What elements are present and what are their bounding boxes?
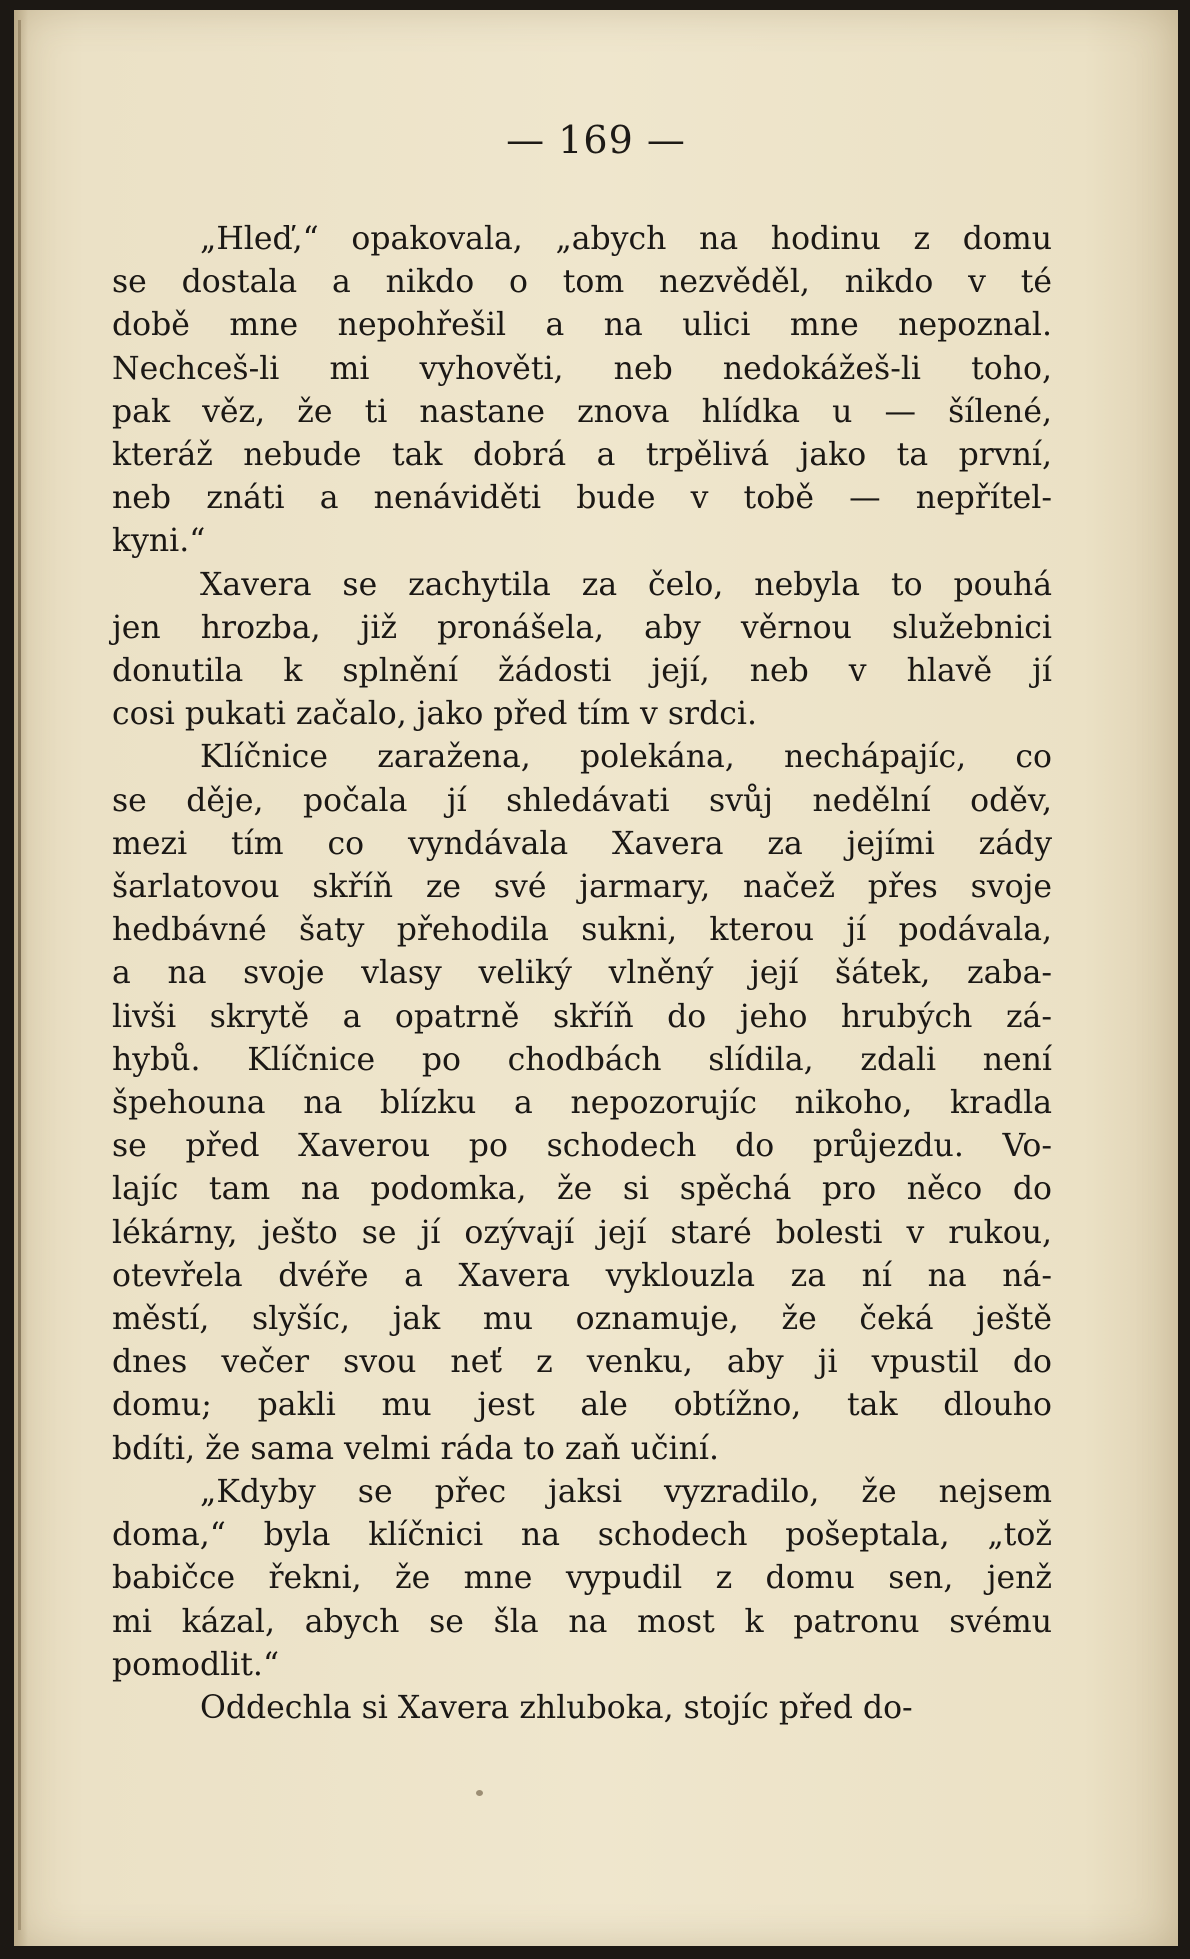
paragraph (112, 1687, 1052, 1730)
text-line: livši skrytě a opatrně skříň do jeho hrubých zá- (112, 998, 1052, 1035)
text-line: kteráž nebude tak dobrá a trpělivá jako ta první, (112, 437, 1052, 474)
text-line: lajíc tam na podomka, že si spěchá pro něco do (112, 1171, 1052, 1208)
text-line: hedbávné šaty přehodila sukni, kterou jí podávala, (112, 912, 1052, 949)
text-line: hybů. Klíčnice po chodbách slídila, zdali není (112, 1041, 1052, 1078)
text-line: se děje, počala jí shledávati svůj nedělní oděv, (112, 782, 1052, 819)
text-line: domu; pakli mu jest ale obtížno, tak dlouho (112, 1387, 1052, 1424)
page-number: — 169 — (506, 118, 686, 162)
page-binding-shadow (14, 10, 28, 1946)
text-line: neb znáti a nenáviděti bude v tobě — nepřítel- (112, 480, 1052, 517)
text-line: pak věz, že ti nastane znova hlídka u — šílené, (112, 393, 1052, 430)
paragraph (112, 218, 1052, 564)
text-line: a na svoje vlasy veliký vlněný její šátek, zaba- (112, 955, 1052, 992)
text-line: otevřela dvéře a Xavera vyklouzla za ní na ná- (112, 1257, 1052, 1294)
text-line: Oddechla si Xavera zhluboka, stojíc před do- (200, 1689, 913, 1726)
text-line: „Hleď,“ opakovala, „abych na hodinu z domu (200, 221, 1052, 257)
text-line: se před Xaverou po schodech do průjezdu. Vo- (112, 1128, 1052, 1165)
paragraph (112, 736, 1052, 1470)
text-line: cosi pukati začalo, jako před tím v srdci. (112, 696, 757, 733)
text-line: Nechceš-li mi vyhověti, neb nedokážeš-li toho, (112, 350, 1052, 387)
text-line: jen hrozba, již pronášela, aby věrnou služebnici (112, 609, 1052, 646)
paragraph (112, 1471, 1052, 1687)
text-line: mezi tím co vyndávala Xavera za jejími zády (112, 825, 1052, 862)
text-line: donutila k splnění žádosti její, neb v hlavě jí (112, 653, 1052, 690)
paper-sheet (14, 10, 1178, 1946)
text-line: špehouna na blízku a nepozorujíc nikoho, kradla (112, 1085, 1052, 1122)
text-line: době mne nepohřešil a na ulici mne nepoznal. (112, 307, 1052, 344)
text-line: Xavera se zachytila za čelo, nebyla to pouhá (200, 566, 1052, 603)
text-line: „Kdyby se přec jaksi vyzradilo, že nejsem (200, 1473, 1052, 1510)
binding-gutter (18, 20, 21, 1930)
text-line: kyni.“ (112, 523, 206, 560)
text-line: pomodlit.“ (112, 1646, 280, 1683)
text-line: dnes večer svou neť z venku, aby ji vpustil do (112, 1344, 1052, 1381)
text-line: šarlatovou skříň ze své jarmary, načež přes svoje (112, 869, 1052, 906)
paragraph (112, 564, 1052, 737)
text-line: se dostala a nikdo o tom nezvěděl, nikdo v té (112, 264, 1052, 301)
text-line: bdíti, že sama velmi ráda to zaň učiní. (112, 1430, 719, 1467)
text-line: mi kázal, abych se šla na most k patronu svému (112, 1603, 1052, 1640)
text-line: doma,“ byla klíčnici na schodech pošeptala, „tož (112, 1517, 1052, 1554)
text-line: lékárny, ješto se jí ozývají její staré bolesti v rukou, (112, 1214, 1052, 1251)
text-line: babičce řekni, že mne vypudil z domu sen, jenž (112, 1560, 1052, 1597)
text-line: Klíčnice zaražena, polekána, nechápajíc, co (200, 739, 1052, 776)
body-text (112, 218, 1052, 1730)
ink-speck (476, 1790, 483, 1796)
text-line: městí, slyšíc, jak mu oznamuje, že čeká ještě (112, 1301, 1052, 1338)
